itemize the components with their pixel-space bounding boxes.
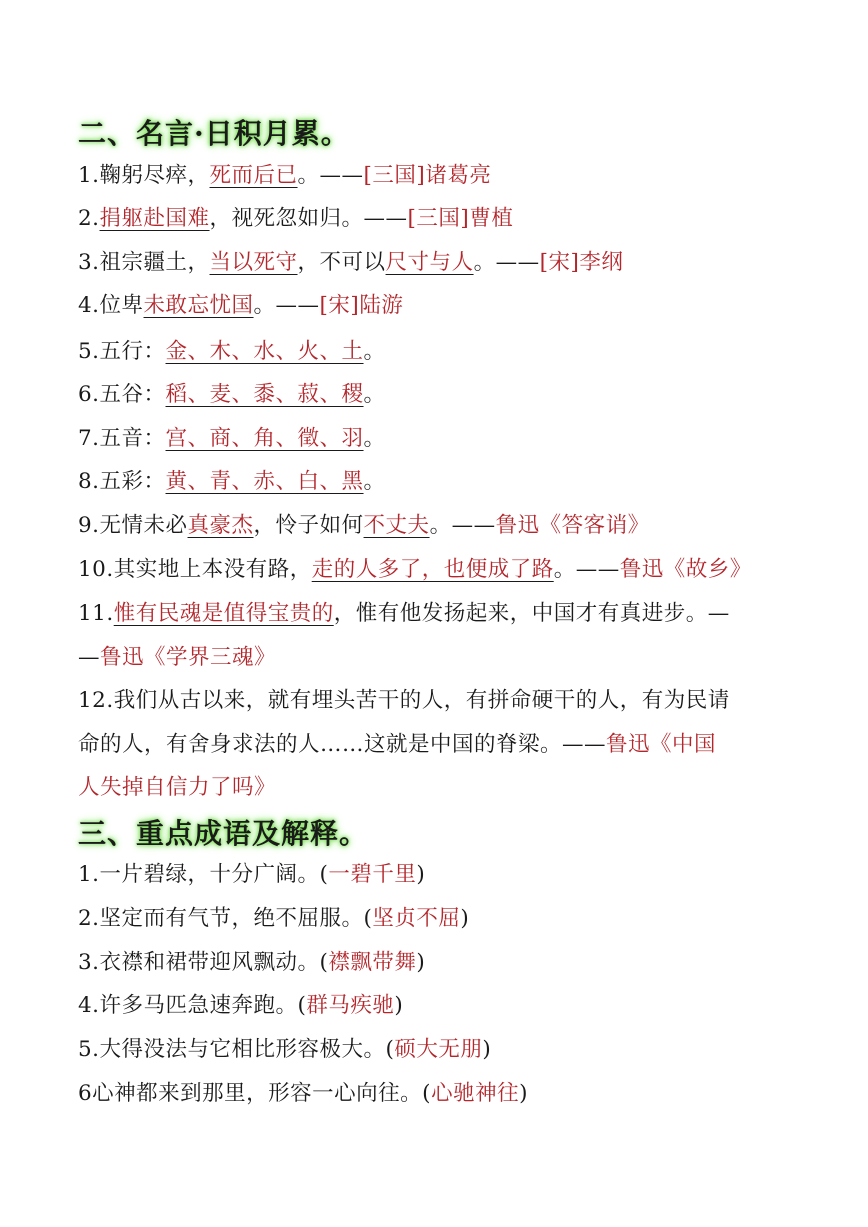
quote-line <box>78 679 798 723</box>
line-text: ) <box>416 950 426 975</box>
source-text: [宋]李纲 <box>539 250 624 275</box>
line-text: 。 <box>363 426 386 451</box>
line-text: 。—— <box>297 163 364 188</box>
quote-line <box>78 197 798 241</box>
answer-text: 真豪杰 <box>187 513 254 538</box>
source-text: 鲁迅《学界三魂》 <box>100 645 277 670</box>
source-text: 襟飘带舞 <box>328 950 417 975</box>
line-text: 。—— <box>429 513 496 538</box>
line-text: 6.五谷： <box>78 382 166 407</box>
line-text: 12.我们从古以来，就有埋头苦干的人，有拼命硬干的人，有为民请 <box>78 688 730 713</box>
answer-text: 当以死守 <box>209 250 298 275</box>
quote-line <box>78 723 798 767</box>
line-text: ) <box>482 1037 492 1062</box>
source-text: 硕大无朋 <box>394 1037 483 1062</box>
answer-text: 惟有民魂是值得宝贵的 <box>113 601 334 626</box>
line-text: 7.五音： <box>78 426 166 451</box>
line-text: 。—— <box>553 557 620 582</box>
source-text: [宋]陆游 <box>319 293 404 318</box>
idiom-line <box>78 984 798 1028</box>
line-text: 5.大得没法与它相比形容极大。( <box>78 1037 395 1062</box>
line-text: 4.许多马匹急速奔跑。( <box>78 993 307 1018</box>
idiom-line <box>78 1072 798 1116</box>
source-text: 人失掉自信力了吗》 <box>78 775 277 800</box>
line-text: 11. <box>78 601 114 626</box>
answer-text: 未敢忘忧国 <box>143 293 254 318</box>
line-text: 3.衣襟和裙带迎风飘动。( <box>78 950 329 975</box>
line-text: 1.鞠躬尽瘁， <box>78 163 210 188</box>
quote-line <box>78 636 798 680</box>
line-text: ，视死忽如归。—— <box>209 206 408 231</box>
quote-line <box>78 284 798 328</box>
line-text: — <box>78 645 100 670</box>
quote-line <box>78 373 798 417</box>
line-text: ) <box>416 862 426 887</box>
source-text: [三国]曹植 <box>407 206 514 231</box>
line-text: 4.位卑 <box>78 293 144 318</box>
line-text: 。 <box>363 339 386 364</box>
answer-text: 尺寸与人 <box>385 250 474 275</box>
quote-line <box>78 460 798 504</box>
source-text: 鲁迅《中国 <box>606 732 717 757</box>
quote-line <box>78 548 798 592</box>
line-text: 10.其实地上本没有路， <box>78 557 312 582</box>
section-heading-idioms: 三、重点成语及解释。 <box>78 817 369 850</box>
line-text: 命的人，有舍身求法的人……这就是中国的脊梁。—— <box>78 732 607 757</box>
answer-text: 宫、商、角、徵、羽 <box>165 426 364 451</box>
line-text: 5.五行： <box>78 339 166 364</box>
source-text: 心驰神往 <box>431 1081 520 1106</box>
idiom-line <box>78 897 798 941</box>
line-text: ) <box>394 993 404 1018</box>
quote-line <box>78 592 798 636</box>
line-text: ) <box>460 906 470 931</box>
answer-text: 不丈夫 <box>363 513 430 538</box>
idiom-line <box>78 853 798 897</box>
source-text: 鲁迅《故乡》 <box>619 557 752 582</box>
quote-line <box>78 241 798 285</box>
answer-text: 黄、青、赤、白、黑 <box>165 469 364 494</box>
line-text: 6心神都来到那里，形容一心向往。( <box>78 1081 432 1106</box>
line-text: 。 <box>363 469 386 494</box>
line-text: 。—— <box>253 293 320 318</box>
quote-line <box>78 417 798 461</box>
source-text: [三国]诸葛亮 <box>363 163 492 188</box>
line-text: ) <box>519 1081 528 1106</box>
line-text: ，不可以 <box>297 250 386 275</box>
source-text: 群马疾驰 <box>306 993 395 1018</box>
answer-text: 捐躯赴国难 <box>99 206 210 231</box>
answer-text: 稻、麦、黍、菽、稷 <box>165 382 364 407</box>
section-heading-famous-quotes: 二、名言·日积月累。 <box>78 117 350 150</box>
answer-text: 金、木、水、火、土 <box>165 339 364 364</box>
quote-line <box>78 154 798 198</box>
source-text: 鲁迅《答客诮》 <box>495 513 650 538</box>
quote-line <box>78 330 798 374</box>
line-text: 8.五彩： <box>78 469 166 494</box>
idiom-line <box>78 941 798 985</box>
line-text: 1.一片碧绿，十分广阔。( <box>78 862 329 887</box>
source-text: 坚贞不屈 <box>372 906 461 931</box>
line-text: 9.无情未必 <box>78 513 188 538</box>
line-text: 2. <box>78 206 100 231</box>
quote-line <box>78 766 798 810</box>
source-text: 一碧千里 <box>328 862 417 887</box>
idiom-line <box>78 1028 798 1072</box>
quote-line <box>78 504 798 548</box>
line-text: ，怜子如何 <box>253 513 364 538</box>
answer-text: 走的人多了，也便成了路 <box>311 557 554 582</box>
line-text: ，惟有他发扬起来，中国才有真进步。— <box>333 601 730 626</box>
answer-text: 死而后已 <box>209 163 298 188</box>
line-text: 。 <box>363 382 386 407</box>
line-text: 3.祖宗疆土， <box>78 250 210 275</box>
line-text: 2.坚定而有气节，绝不屈服。( <box>78 906 373 931</box>
line-text: 。—— <box>473 250 540 275</box>
